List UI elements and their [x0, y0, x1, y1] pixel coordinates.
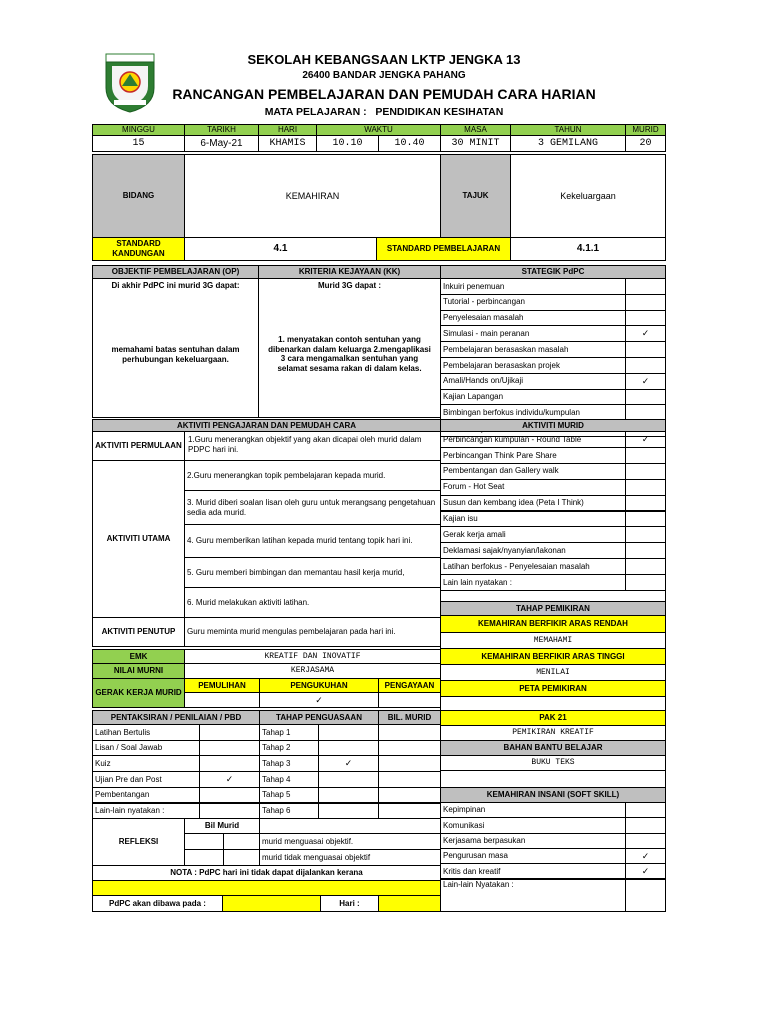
kbar-header: KEMAHIRAN BERFIKIR ARAS RENDAH [440, 615, 666, 633]
pengayaan-label: PENGAYAAN [378, 678, 441, 693]
subject-label: MATA PELAJARAN : [264, 106, 367, 118]
aktiviti-murid-check[interactable] [625, 463, 666, 480]
tahap-penguasaan-header: TAHAP PENGUASAAN [259, 710, 379, 725]
permulaan-label: AKTIVITI PERMULAAN [92, 431, 185, 461]
pentaksiran-check[interactable]: ✓ [199, 771, 260, 788]
pentaksiran-check[interactable] [199, 740, 260, 757]
dibawa-label: PdPC akan dibawa pada : [92, 895, 223, 912]
strategi-item-check[interactable]: ✓ [625, 373, 666, 390]
op-cell [92, 278, 259, 418]
school-name: SEKOLAH KEBANGSAAN LKTP JENGKA 13 [247, 52, 521, 67]
strategi-item-label: Kajian Lapangan [440, 389, 626, 406]
sk-label: STANDARD KANDUNGAN [92, 237, 185, 261]
hari-label: Hari : [320, 895, 379, 912]
aktiviti-murid-check[interactable] [625, 479, 666, 496]
nilai-label: NILAI MURNI [92, 663, 185, 679]
tahap-check[interactable] [318, 771, 379, 788]
tahap-check[interactable]: ✓ [318, 755, 379, 772]
insani-label: Kerjasama berpasukan [440, 833, 626, 849]
strategi-item-label: Pembelajaran berasaskan masalah [440, 341, 626, 358]
insani-check[interactable] [625, 802, 666, 818]
strategi-header: STATEGIK PdPC [440, 265, 666, 279]
subject-row [0, 106, 768, 118]
aktiviti-murid-label: Perbincangan Think Pare Share [440, 447, 626, 464]
aktiviti-murid-check[interactable] [625, 447, 666, 464]
tahap-check[interactable] [318, 787, 379, 804]
kk-text: 1. menyatakan contoh sentuhan yang dibenarkan dalam keluarga 2.mengaplikasi 3 cara mengamalkan sentuhan yang selamat sesama rakan di dalam kelas. [268, 335, 431, 373]
utama-step: 6. Murid melakukan aktiviti latihan. [184, 587, 441, 618]
tahap-label: Tahap 6 [259, 803, 319, 820]
pentaksiran-label: Latihan Bertulis [92, 724, 200, 741]
aktiviti-murid-label: Forum - Hot Seat [440, 479, 626, 496]
strategi-item-label: Tutorial - perbincangan [440, 294, 626, 311]
refleksi-label: REFLEKSI [92, 818, 185, 866]
utama-label: AKTIVITI UTAMA [92, 460, 185, 618]
pentaksiran-label: Pembentangan [92, 787, 200, 804]
insani-check[interactable]: ✓ [625, 863, 666, 879]
bil-murid-cell[interactable] [378, 787, 441, 804]
utama-step: 3. Murid diberi soalan lisan oleh guru untuk merangsang pengetahuan sedia ada murid. [184, 490, 441, 525]
pengayaan-check[interactable] [378, 692, 441, 708]
utama-step: 5. Guru memberi bimbingan dan memantau hasil kerja murid, [184, 557, 441, 588]
aktiviti-murid-label: Susun dan kembang idea (Peta I Think) [440, 495, 626, 512]
tahap-pemikiran-header: TAHAP PEMIKIRAN [440, 601, 666, 616]
bbb-value: BUKU TEKS [440, 755, 666, 771]
penutup-text: Guru meminta murid mengulas pembelajaran pada hari ini. [184, 617, 441, 647]
kbat-header: KEMAHIRAN BERFIKIR ARAS TINGGI [440, 648, 666, 665]
aktiviti-murid-check[interactable] [625, 574, 666, 591]
hari-header: HARI [258, 124, 317, 136]
aktiviti-murid-check[interactable] [625, 511, 666, 528]
pentaksiran-header: PENTAKSIRAN / PENILAIAN / PBD [92, 710, 260, 725]
sk-value: 4.1 [184, 237, 377, 261]
subject-value: PENDIDIKAN KESIHATAN [375, 106, 504, 118]
insani-check[interactable]: ✓ [625, 848, 666, 864]
masa-header: MASA [440, 124, 511, 136]
tarikh-header: TARIKH [184, 124, 259, 136]
kk-cell [258, 278, 441, 418]
tahap-label: Tahap 1 [259, 724, 319, 741]
aktiviti-murid-label: Kajian isu [440, 511, 626, 528]
tahap-label: Tahap 5 [259, 787, 319, 804]
minggu-header: MINGGU [92, 124, 185, 136]
emk-label: EMK [92, 649, 185, 664]
tahap-label: Tahap 2 [259, 740, 319, 757]
strategi-item-label: Simulasi - main peranan [440, 325, 626, 342]
strategi-item-label: Bimbingan berfokus individu/kumpulan [440, 404, 626, 421]
op-header: OBJEKTIF PEMBELAJARAN (OP) [92, 265, 259, 279]
pak-value: PEMIKIRAN KREATIF [440, 725, 666, 741]
nilai-value: KERJASAMA [184, 663, 441, 679]
insani-label: Kepimpinan [440, 802, 626, 818]
pentaksiran-label: Lain-lain nyatakan : [92, 803, 200, 820]
pengukuhan-check[interactable]: ✓ [259, 692, 379, 708]
kbar-value: MEMAHAMI [440, 632, 666, 649]
strategi-item-label: Pembelajaran berasaskan projek [440, 357, 626, 374]
plan-title: RANCANGAN PEMBELAJARAN DAN PEMUDAH CARA HARIAN [172, 86, 596, 102]
aktiviti-murid-label: Deklamasi sajak/nyanyian/lakonan [440, 542, 626, 559]
bil-murid-cell[interactable] [378, 724, 441, 741]
waktu-header: WAKTU [316, 124, 441, 136]
gerak-label: GERAK KERJA MURID [92, 678, 185, 708]
pentaksiran-check[interactable] [199, 724, 260, 741]
strategi-item-label: Inkuiri penemuan [440, 278, 626, 295]
emk-value: KREATIF DAN INOVATIF [184, 649, 441, 664]
bidang-value: KEMAHIRAN [184, 154, 441, 238]
strategi-item-check[interactable]: ✓ [625, 325, 666, 342]
hari-input[interactable] [378, 895, 441, 912]
aktiviti-murid-label: Pembentangan dan Gallery walk [440, 463, 626, 480]
waktu-end: 10.40 [378, 135, 441, 152]
aktiviti-murid-label: Lain lain nyatakan : [440, 574, 626, 591]
hari-value: KHAMIS [258, 135, 317, 152]
aktiviti-murid-check[interactable]: ✓ [625, 431, 666, 448]
aktiviti-murid-check[interactable] [625, 542, 666, 559]
insani-label: Komunikasi [440, 817, 626, 833]
aktiviti-murid-header: AKTIVITI MURID [440, 419, 666, 432]
pentaksiran-label: Kuiz [92, 755, 200, 772]
aktiviti-murid-check[interactable] [625, 526, 666, 543]
tahap-label: Tahap 4 [259, 771, 319, 788]
refleksi-count-1b[interactable] [223, 833, 260, 850]
permulaan-text: 1.Guru menerangkan objektif yang akan dicapai oleh murid dalam PDPC hari ini. [184, 431, 441, 461]
insani-check[interactable] [625, 879, 666, 913]
refleksi-blank [259, 818, 441, 834]
sp-label: STANDARD PEMBELAJARAN [376, 237, 511, 261]
strategi-item-label: Amali/Hands on/Ujikaji [440, 373, 626, 390]
strategi-item-check[interactable] [625, 278, 666, 295]
strategi-item-check[interactable] [625, 294, 666, 311]
strategi-item-check[interactable] [625, 357, 666, 374]
pentaksiran-check[interactable] [199, 787, 260, 804]
utama-step: 2.Guru menerangkan topik pembelajaran kepada murid. [184, 460, 441, 491]
pentaksiran-check[interactable] [199, 755, 260, 772]
bil-murid-cell[interactable] [378, 755, 441, 772]
tajuk-label: TAJUK [440, 154, 511, 238]
insani-label: Pengurusan masa [440, 848, 626, 864]
refleksi-count-2b[interactable] [223, 849, 260, 866]
tahap-check[interactable] [318, 740, 379, 757]
pak-header: PAK 21 [440, 710, 666, 726]
nota-text: NOTA : PdPC hari ini tidak dapat dijalankan kerana [92, 865, 441, 881]
minggu-value: 15 [92, 135, 185, 152]
pemulihan-label: PEMULIHAN [184, 678, 260, 693]
insani-label: Lain-lain Nyatakan : [440, 879, 626, 913]
tarikh-value: 6-May-21 [184, 135, 259, 152]
insani-check[interactable] [625, 817, 666, 833]
aktiviti-murid-label: Gerak kerja amali [440, 526, 626, 543]
bil-murid-cell[interactable] [378, 740, 441, 757]
op-text: memahami batas sentuhan dalam perhubungan kekeluargaan. [111, 345, 240, 364]
bbb-header: BAHAN BANTU BELAJAR [440, 740, 666, 756]
peta-header: PETA PEMIKIRAN [440, 680, 666, 697]
kk-header: KRITERIA KEJAYAAN (KK) [258, 265, 441, 279]
pentaksiran-label: Lisan / Soal Jawab [92, 740, 200, 757]
aktiviti-header: AKTIVITI PENGAJARAN DAN PEMUDAH CARA [92, 419, 441, 432]
school-address: 26400 BANDAR JENGKA PAHANG [302, 70, 466, 81]
penutup-label: AKTIVITI PENUTUP [92, 617, 185, 647]
murid-value: 20 [625, 135, 666, 152]
strategi-item-check[interactable] [625, 310, 666, 327]
pengukuhan-label: PENGUKUHAN [259, 678, 379, 693]
strategi-item-check[interactable] [625, 341, 666, 358]
insani-check[interactable] [625, 833, 666, 849]
aktiviti-murid-check[interactable] [625, 558, 666, 575]
pemulihan-check[interactable] [184, 692, 260, 708]
kbat-value: MENILAI [440, 664, 666, 681]
aktiviti-murid-check[interactable] [625, 495, 666, 512]
bidang-label: BIDANG [92, 154, 185, 238]
pentaksiran-label: Ujian Pre dan Post [92, 771, 200, 788]
sp-value: 4.1.1 [510, 237, 666, 261]
tahun-header: TAHUN [510, 124, 626, 136]
tajuk-value: Kekeluargaan [510, 154, 666, 238]
waktu-start: 10.10 [316, 135, 379, 152]
refleksi-count-2[interactable] [184, 849, 224, 866]
peta-value [440, 696, 666, 711]
refleksi-bil-label: Bil Murid [184, 818, 260, 834]
op-intro: Di akhir PdPC ini murid 3G dapat: [111, 281, 240, 290]
tahap-check[interactable] [318, 724, 379, 741]
refleksi-count-1[interactable] [184, 833, 224, 850]
strategi-item-label: Penyelesaian masalah [440, 310, 626, 327]
tahun-value: 3 GEMILANG [510, 135, 626, 152]
insani-header: KEMAHIRAN INSANI (SOFT SKILL) [440, 787, 666, 803]
bil-murid-cell[interactable] [378, 771, 441, 788]
dibawa-date[interactable] [222, 895, 321, 912]
aktiviti-murid-label: Perbincangan kumpulan - Round Table [440, 431, 626, 448]
kk-intro: Murid 3G dapat : [317, 281, 382, 290]
nota-reason[interactable] [92, 880, 441, 896]
tahap-label: Tahap 3 [259, 755, 319, 772]
masa-value: 30 MINIT [440, 135, 511, 152]
bil-murid-cell[interactable] [378, 803, 441, 820]
murid-header: MURID [625, 124, 666, 136]
strategi-item-check[interactable] [625, 389, 666, 406]
aktiviti-murid-label: Latihan berfokus - Penyelesaian masalah [440, 558, 626, 575]
utama-step: 4. Guru memberikan latihan kepada murid tentang topik hari ini. [184, 524, 441, 558]
refleksi-line-2: murid tidak menguasai objektif [259, 849, 441, 866]
refleksi-line-1: murid menguasai objektif. [259, 833, 441, 850]
tahap-check[interactable] [318, 803, 379, 820]
blank-cell [440, 770, 666, 788]
bil-murid-header: BIL. MURID [378, 710, 441, 725]
pentaksiran-check[interactable] [199, 803, 260, 820]
insani-label: Kritis dan kreatif [440, 863, 626, 879]
